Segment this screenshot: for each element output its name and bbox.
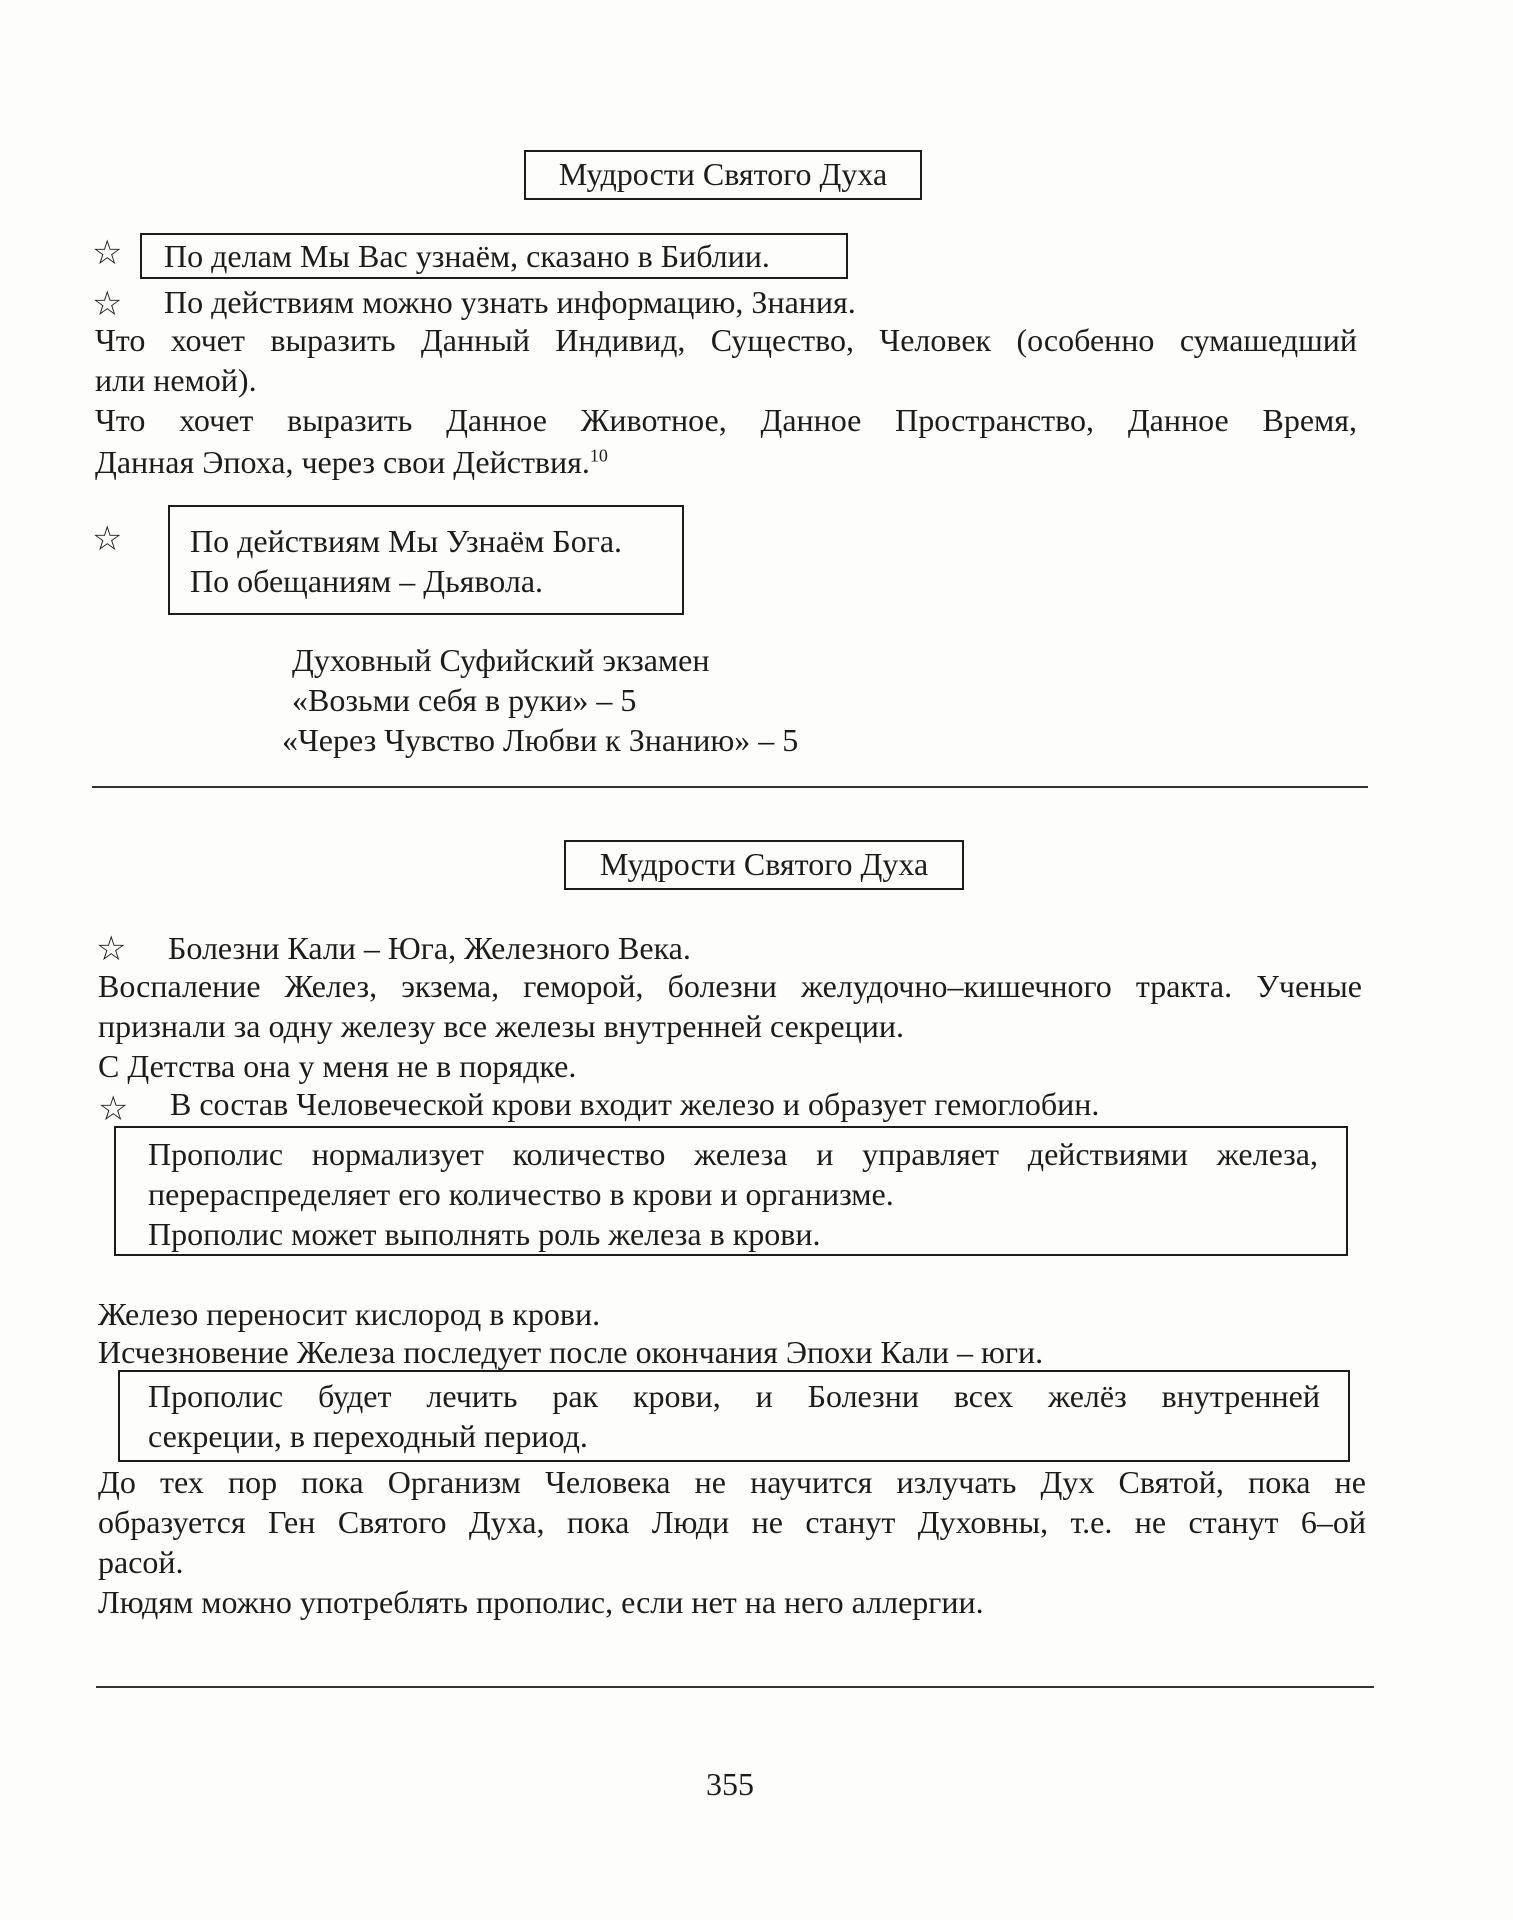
paragraph-line: В состав Человеческой крови входит железо и образует гемоглобин.: [170, 1086, 1100, 1122]
section-title: Мудрости Святого Духа: [599, 846, 929, 882]
boxed-quote-text: По делам Мы Вас узнаём, сказано в Библии.: [164, 238, 770, 274]
section-title-box: [564, 840, 964, 890]
star-outline-icon: ☆: [92, 521, 123, 558]
quote-line: По действиям Мы Узнаём Бога.: [190, 523, 623, 559]
exam-item: «Через Чувство Любви к Знанию» – 5: [282, 722, 799, 758]
box-line: перераспределяет его количество в крови и организме.: [148, 1176, 894, 1212]
section-title-box: [524, 150, 922, 200]
box-line: секреции, в переходный период.: [148, 1418, 588, 1454]
box-line: Прополис будет лечить рак крови, и Болезни всех желёз внутренней: [148, 1378, 1320, 1414]
paragraph-text: Данная Эпоха, через свои Действия.: [95, 444, 590, 480]
star-outline-icon: ☆: [98, 1091, 129, 1128]
paragraph-line: признали за одну железу все железы внутренней секреции.: [98, 1008, 904, 1044]
section-divider: [96, 1686, 1374, 1688]
paragraph-line: По действиям можно узнать информацию, Знания.: [164, 284, 856, 320]
paragraph-line: С Детства она у меня не в порядке.: [98, 1048, 577, 1084]
paragraph-line: Исчезновение Железа последует после окончания Эпохи Кали – юги.: [98, 1334, 1044, 1370]
propolis-cancer-box: [118, 1370, 1350, 1462]
paragraph-line: Болезни Кали – Юга, Железного Века.: [168, 930, 691, 966]
section-title: Мудрости Святого Духа: [558, 156, 888, 192]
star-outline-icon: ☆: [92, 235, 123, 272]
paragraph-line: Железо переносит кислород в крови.: [98, 1296, 601, 1332]
paragraph-line: или немой).: [95, 362, 257, 398]
star-outline-icon: ☆: [96, 931, 127, 968]
paragraph-line: До тех пор пока Организм Человека не научится излучать Дух Святой, пока не: [98, 1464, 1366, 1500]
footnote-marker: 10: [589, 445, 608, 466]
boxed-quote: [140, 233, 848, 279]
section-divider: [92, 786, 1368, 788]
page-number: 355: [706, 1766, 754, 1802]
exam-heading: Духовный Суфийский экзамен: [292, 642, 710, 678]
paragraph-line: Что хочет выразить Данный Индивид, Существо, Человек (особенно сумашедший: [95, 322, 1357, 358]
paragraph-line: Что хочет выразить Данное Животное, Данное Пространство, Данное Время,: [95, 402, 1357, 438]
box-line: Прополис может выполнять роль железа в крови.: [148, 1216, 821, 1252]
paragraph-line: [95, 442, 608, 482]
quote-line: По обещаниям – Дьявола.: [190, 563, 544, 599]
propolis-box: [114, 1126, 1348, 1256]
quote-box: [168, 505, 684, 615]
box-line: Прополис нормализует количество железа и управляет действиями железа,: [148, 1136, 1318, 1172]
paragraph-line: Воспаление Желез, экзема, геморой, болезни желудочно–кишечного тракта. Ученые: [98, 968, 1362, 1004]
paragraph-line: расой.: [98, 1544, 184, 1580]
paragraph-line: образуется Ген Святого Духа, пока Люди не станут Духовны, т.е. не станут 6–ой: [98, 1504, 1366, 1540]
exam-item: «Возьми себя в руки» – 5: [292, 682, 637, 718]
paragraph-line: Людям можно употреблять прополис, если нет на него аллергии.: [98, 1584, 984, 1620]
star-outline-icon: ☆: [92, 286, 123, 323]
